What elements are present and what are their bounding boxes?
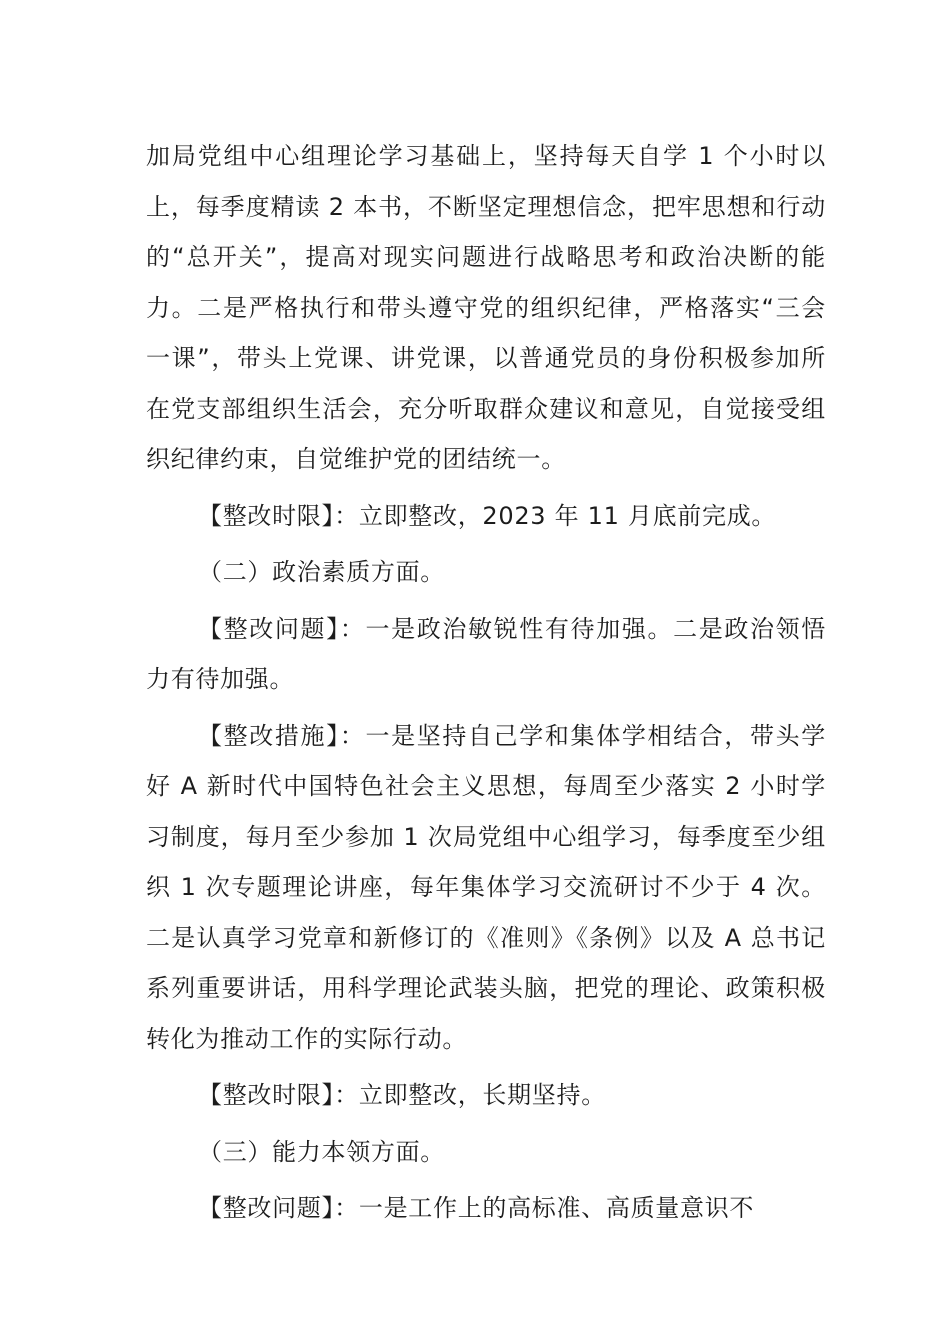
paragraph-deadline-2: 【整改时限】：立即整改，长期坚持。: [198, 1081, 606, 1109]
paragraph-deadline-1: 【整改时限】：立即整改，2023 年 11 月底前完成。: [198, 501, 777, 530]
paragraph-problem-3: 【整改问题】：一是工作上的高标准、高质量意识不: [198, 1194, 755, 1222]
section-heading-ability: （三）能力本领方面。: [198, 1137, 445, 1166]
document-page: [146, 131, 826, 1234]
paragraph-measures-2: 【整改措施】：一是坚持自己学和集体学相结合，带头学好 A 新时代中国特色社会主义思想，每周至少落实 2 小时学习制度，每月至少参加 1 次局党组中心组学习，每季度至少组织 1 次专题理论讲座，每年集体学习交流研讨不少于 4 次。二是认真学习党章和新修订的《准则》《条例》以及 A 总书记系列重要讲话，用科学理论武装头脑，把党的理论、政策积极转化为推动工作的实际行动。: [146, 721, 826, 1053]
paragraph-problem-2: 【整改问题】：一是政治敏锐性有待加强。二是政治领悟力有待加强。: [146, 614, 826, 693]
section-heading-political-quality: （二）政治素质方面。: [198, 558, 445, 586]
paragraph-study-commitment: 加局党组中心组理论学习基础上，坚持每天自学 1 个小时以上，每季度精读 2 本书，不断坚定理想信念，把牢思想和行动的“总开关”，提高对现实问题进行战略思考和政治决断的能力。二是严格执行和带头遵守党的组织纪律，严格落实“三会一课”，带头上党课、讲党课，以普通党员的身份积极参加所在党支部组织生活会，充分听取群众建议和意见，自觉接受组织纪律约束，自觉维护党的团结统一。: [146, 142, 826, 473]
